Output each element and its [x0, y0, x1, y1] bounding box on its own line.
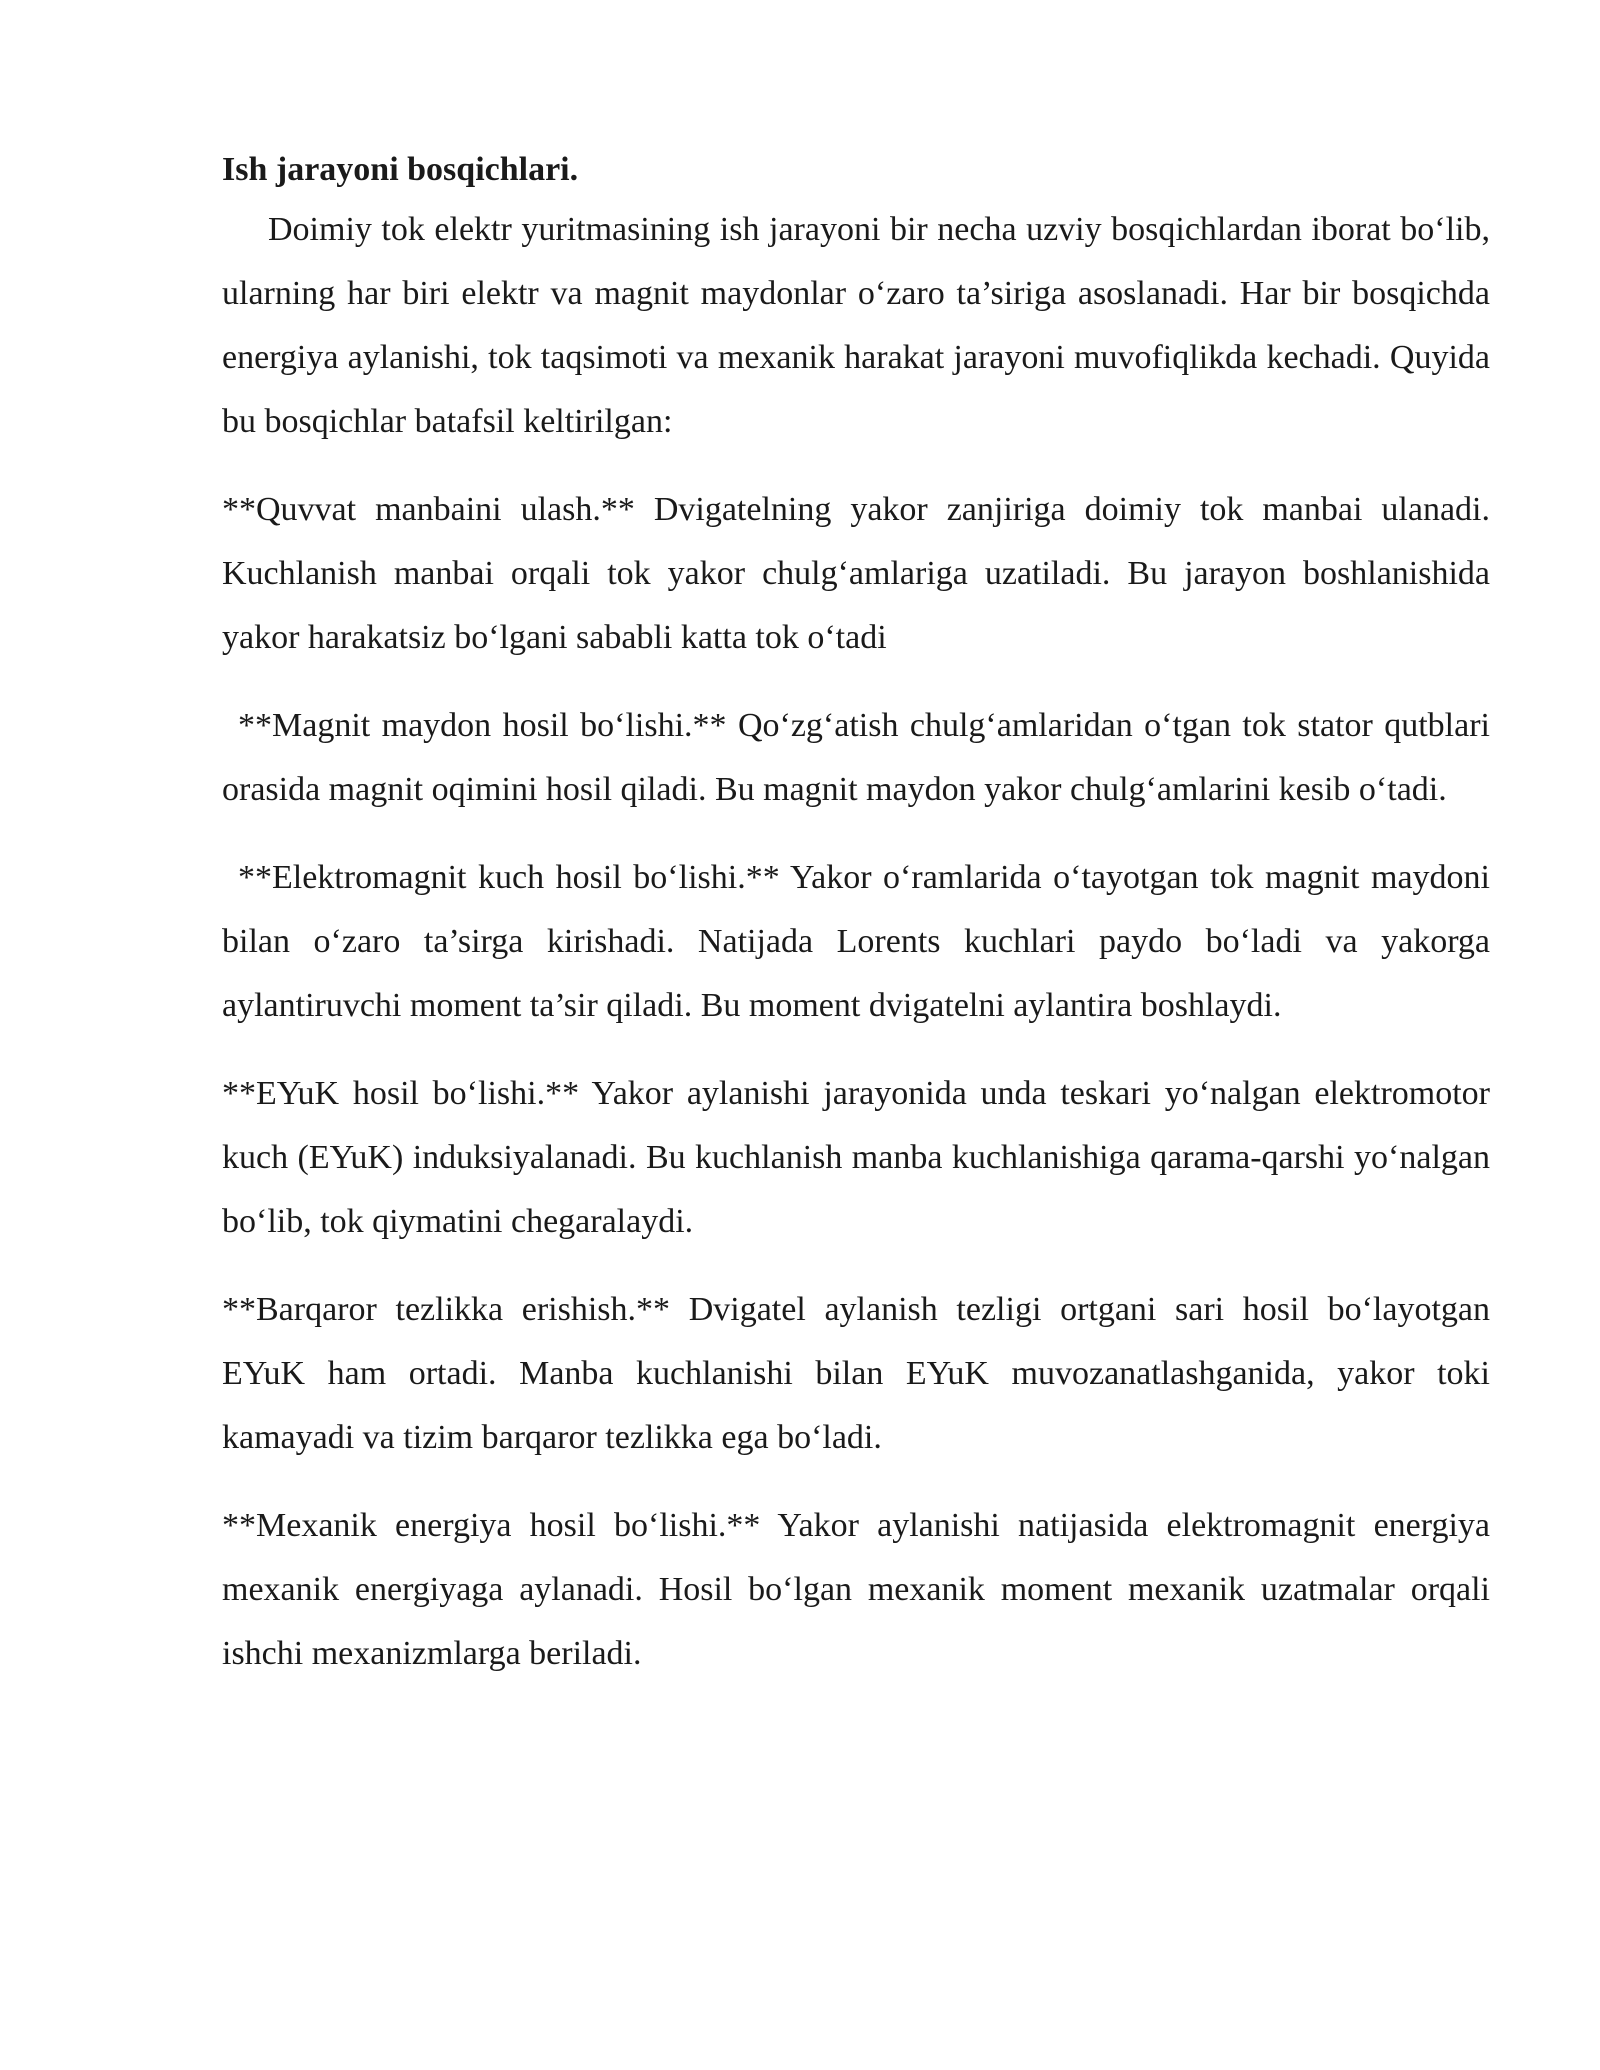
- section-heading: Ish jarayoni bosqichlari.: [222, 151, 579, 188]
- document-page: [222, 148, 1490, 1686]
- step-paragraph-electromagnetic-force: **Elektromagnit kuch hosil bo‘lishi.** Yakor o‘ramlarida o‘tayotgan tok magnit maydoni bilan o‘zaro ta’sirga kirishadi. Natijada Lorents kuchlari paydo bo‘ladi va yakorga aylantiruvchi moment ta’sir qiladi. Bu moment dvigatelni aylantira boshlaydi.: [222, 859, 1490, 1024]
- intro-paragraph: Doimiy tok elektr yuritmasining ish jarayoni bir necha uzviy bosqichlardan iborat bo‘lib, ularning har biri elektr va magnit maydonlar o‘zaro ta’siriga asoslanadi. Har bir bosqichda energiya aylanishi, tok taqsimoti va mexanik harakat jarayoni muvofiqlikda kechadi. Quyida bu bosqichlar batafsil keltirilgan:: [222, 211, 1490, 440]
- step-paragraph-steady-speed: **Barqaror tezlikka erishish.** Dvigatel aylanish tezligi ortgani sari hosil bo‘layotgan EYuK ham ortadi. Manba kuchlanishi bilan EYuK muvozanatlashganida, yakor toki kamayadi va tizim barqaror tezlikka ega bo‘ladi.: [222, 1291, 1490, 1456]
- step-paragraph-power-connection: **Quvvat manbaini ulash.** Dvigatelning yakor zanjiriga doimiy tok manbai ulanadi. Kuchlanish manbai orqali tok yakor chulg‘amlariga uzatiladi. Bu jarayon boshlanishida yakor harakatsiz bo‘lgani sababli katta tok o‘tadi: [222, 491, 1490, 656]
- step-paragraph-emf: **EYuK hosil bo‘lishi.** Yakor aylanishi jarayonida unda teskari yo‘nalgan elektromotor kuch (EYuK) induksiyalanadi. Bu kuchlanish manba kuchlanishiga qarama-qarshi yo‘nalgan bo‘lib, tok qiymatini chegaralaydi.: [222, 1075, 1490, 1240]
- step-paragraph-mechanical-energy: **Mexanik energiya hosil bo‘lishi.** Yakor aylanishi natijasida elektromagnit energiya mexanik energiyaga aylanadi. Hosil bo‘lgan mexanik moment mexanik uzatmalar orqali ishchi mexanizmlarga beriladi.: [222, 1507, 1490, 1672]
- step-paragraph-magnetic-field: **Magnit maydon hosil bo‘lishi.** Qo‘zg‘atish chulg‘amlaridan o‘tgan tok stator qutblari orasida magnit oqimini hosil qiladi. Bu magnit maydon yakor chulg‘amlarini kesib o‘tadi.: [222, 707, 1490, 808]
